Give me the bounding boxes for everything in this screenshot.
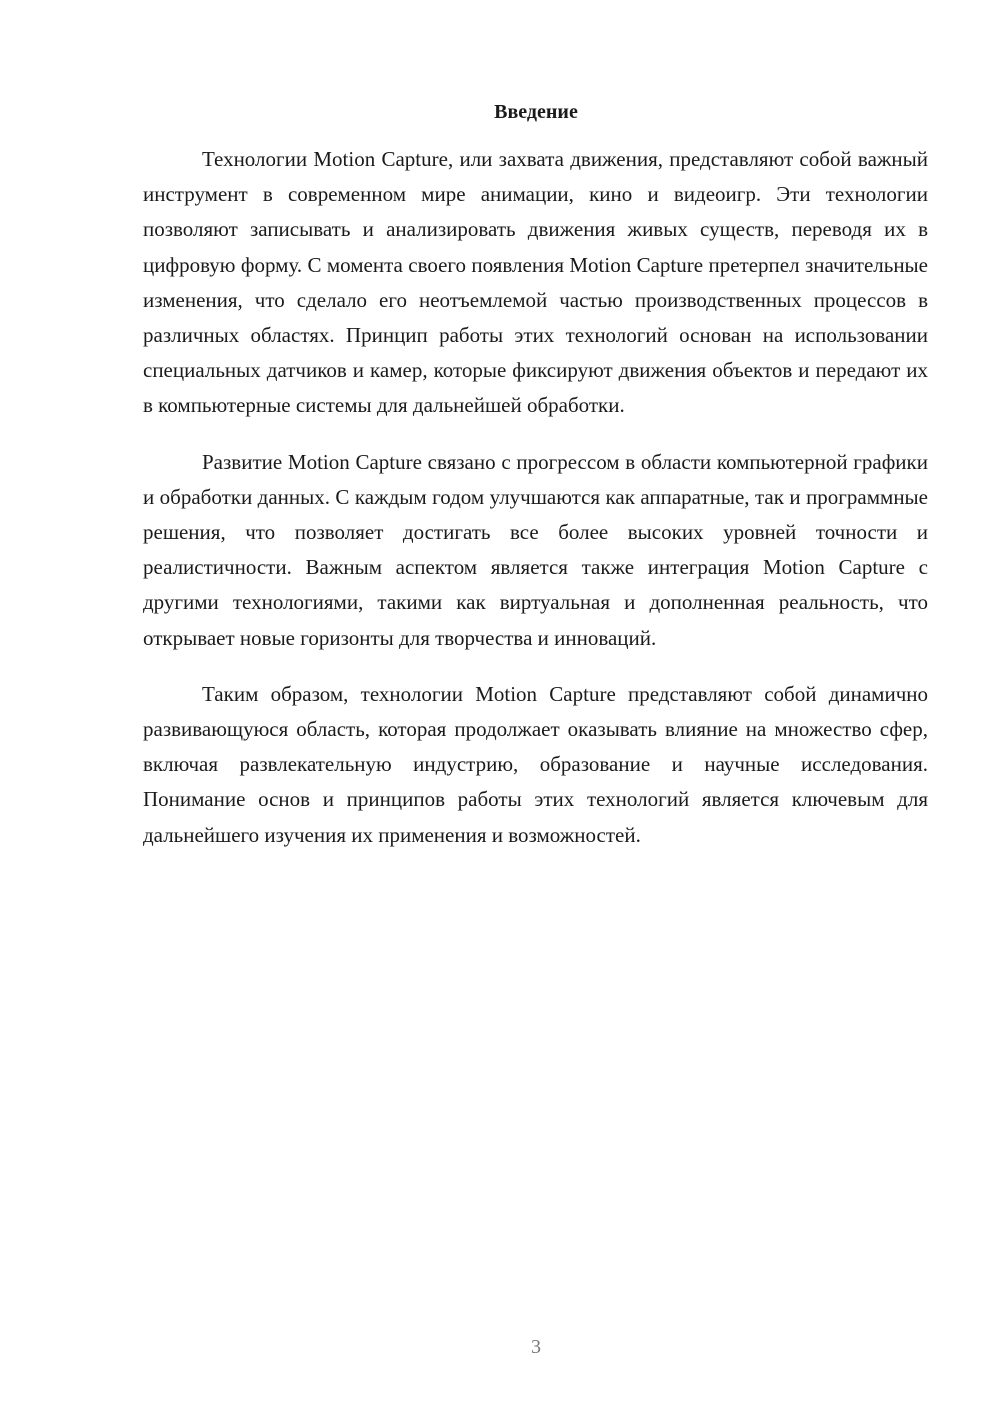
paragraph-1: Технологии Motion Capture, или захвата движения, представляют собой важный инструмент в современном мире анимации, кино и видеоигр. Эти технологии позволяют записывать и анализировать движения живых существ, переводя их в цифровую форму. С момента своего появления Motion Capture претерпел значительные изменения, что сделало его неотъемлемой частью производственных процессов в различных областях. Принцип работы этих технологий основан на использовании специальных датчиков и камер, которые фиксируют движения объектов и передают их в компьютерные системы для дальнейшей обработки. [143,147,928,418]
page-title: Введение [494,101,578,123]
paragraph-3: Таким образом, технологии Motion Capture представляют собой динамично развивающуюся область, которая продолжает оказывать влияние на множество сфер, включая развлекательную индустрию, образование и научные исследования. Понимание основ и принципов работы этих технологий является ключевым для дальнейшего изучения их применения и возможностей. [143,681,928,847]
document-body [143,142,928,874]
page-number: 3 [531,1336,541,1358]
paragraph-2: Развитие Motion Capture связано с прогрессом в области компьютерной графики и обработки данных. С каждым годом улучшаются как аппаратные, так и программные решения, что позволяет достигать все более высоких уровней точности и реалистичности. Важным аспектом является также интеграция Motion Capture с другими технологиями, такими как виртуальная и дополненная реальность, что открывает новые горизонты для творчества и инноваций. [143,449,928,650]
